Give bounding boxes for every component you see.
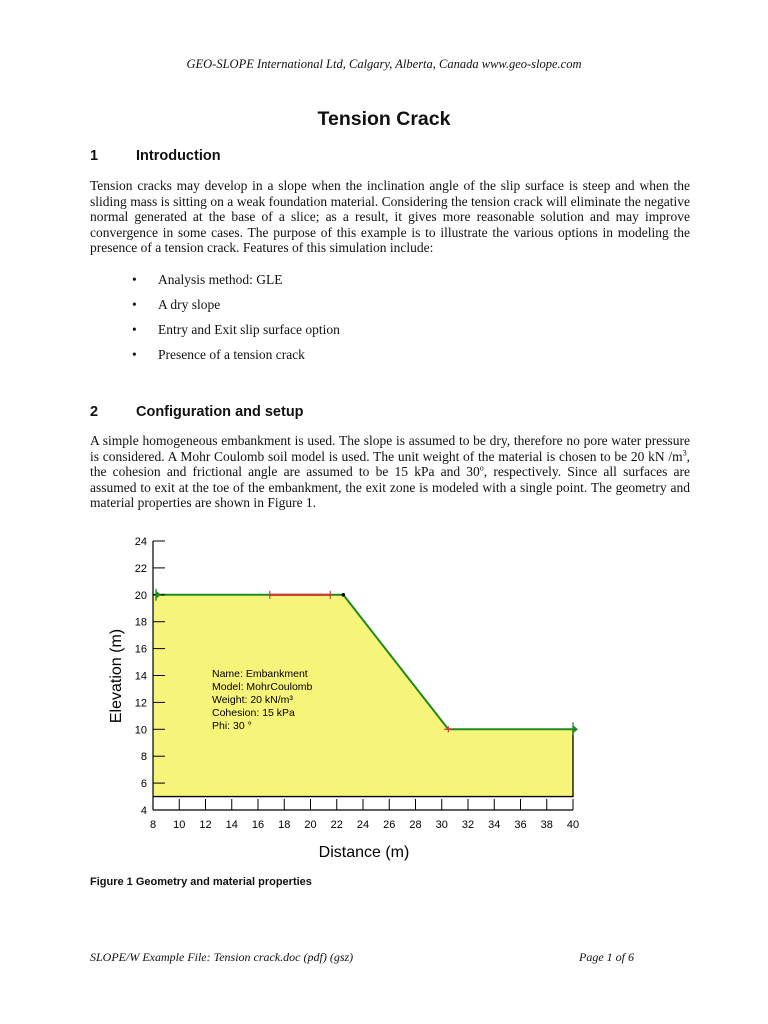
y-tick-label: 18	[134, 616, 147, 629]
page-footer	[90, 950, 634, 965]
footer-page-number: Page 1 of 6	[579, 950, 634, 964]
section-1-paragraph: Tension cracks may develop in a slope when the inclination angle of the slip surface is steep and when the sliding mass is sitting on a weak foundation material. Considering the tension crack will eliminate the negative normal generated at the base of a slice; as a result, it gives more reasonable solution and may improve convergence in some cases. The purpose of this example is to illustrate the various options in modeling the presence of a tension crack. Features of this simulation include:	[90, 178, 690, 256]
y-tick-label: 22	[134, 562, 147, 575]
boundary-marker-right	[573, 725, 578, 733]
x-tick-label: 40	[566, 819, 580, 831]
y-tick-label: 10	[134, 724, 147, 737]
y-tick-label: 12	[134, 697, 147, 710]
y-tick-label: 16	[134, 643, 147, 656]
paragraph-text: A simple homogeneous embankment is used. The slope is assumed to be dry, therefore no pore water pressure is considered. A Mohr Coulomb soil model is used. The unit weight of the material is chosen to be 20 kN /m	[90, 433, 690, 464]
x-tick-label: 26	[383, 819, 396, 831]
list-item: • Presence of a tension crack	[132, 347, 692, 372]
list-item: • Analysis method: GLE	[132, 272, 692, 297]
x-tick-label: 28	[409, 819, 422, 831]
x-tick-label: 18	[278, 819, 291, 831]
section-2-title: Configuration and setup	[136, 404, 304, 420]
y-tick-label: 24	[134, 536, 147, 548]
x-tick-label: 32	[461, 819, 475, 831]
x-tick-label: 14	[225, 819, 238, 831]
list-item: • A dry slope	[132, 297, 692, 322]
page-header: GEO-SLOPE International Ltd, Calgary, Alberta, Canada www.geo-slope.com	[186, 57, 582, 71]
figure-caption: Figure 1 Geometry and material properties	[90, 876, 312, 888]
paragraph-text: , the cohesion and frictional angle are assumed to be 15 kPa and 30	[90, 448, 690, 480]
y-axis-label: Elevation (m)	[108, 628, 125, 724]
material-label: Cohesion: 15 kPa	[212, 707, 295, 719]
section-2-number: 2	[90, 404, 99, 420]
x-tick-label: 36	[514, 819, 527, 831]
superscript: 3	[682, 448, 687, 458]
material-label: Model: MohrCoulomb	[212, 681, 313, 693]
crest-vertex	[342, 593, 346, 597]
x-tick-label: 8	[149, 819, 157, 831]
x-tick-label: 10	[173, 819, 186, 831]
material-label: Name: Embankment	[212, 668, 308, 680]
x-tick-label: 12	[199, 819, 212, 831]
y-tick-label: 6	[140, 778, 147, 791]
x-tick-label: 20	[304, 819, 317, 831]
paragraph-text: , respectively. Since all surfaces are assumed to exit at the toe of the embankment, the exit zone is modeled with a single point. The geometry and material properties are shown in Figure 1.	[90, 464, 690, 511]
x-tick-label: 24	[356, 819, 370, 831]
material-label: Phi: 30 °	[212, 720, 252, 732]
y-tick-label: 4	[140, 805, 147, 817]
section-1-number: 1	[90, 148, 99, 164]
x-tick-label: 38	[540, 819, 553, 831]
footer-file-info: SLOPE/W Example File: Tension crack.doc (pdf) (gsz)	[90, 950, 354, 964]
y-tick-label: 14	[134, 670, 147, 683]
x-tick-label: 22	[330, 819, 343, 831]
y-tick-label: 20	[134, 589, 147, 602]
superscript: o	[479, 463, 484, 473]
x-tick-label: 16	[251, 819, 265, 831]
list-item: • Entry and Exit slip surface option	[132, 322, 692, 347]
section-1-title: Introduction	[136, 148, 221, 164]
x-tick-label: 30	[435, 819, 448, 831]
material-label: Weight: 20 kN/m³	[212, 694, 293, 706]
x-tick-label: 34	[488, 819, 501, 831]
page-title: Tension Crack	[317, 108, 451, 130]
y-tick-label: 8	[140, 751, 147, 764]
x-axis-label: Distance (m)	[318, 844, 410, 861]
